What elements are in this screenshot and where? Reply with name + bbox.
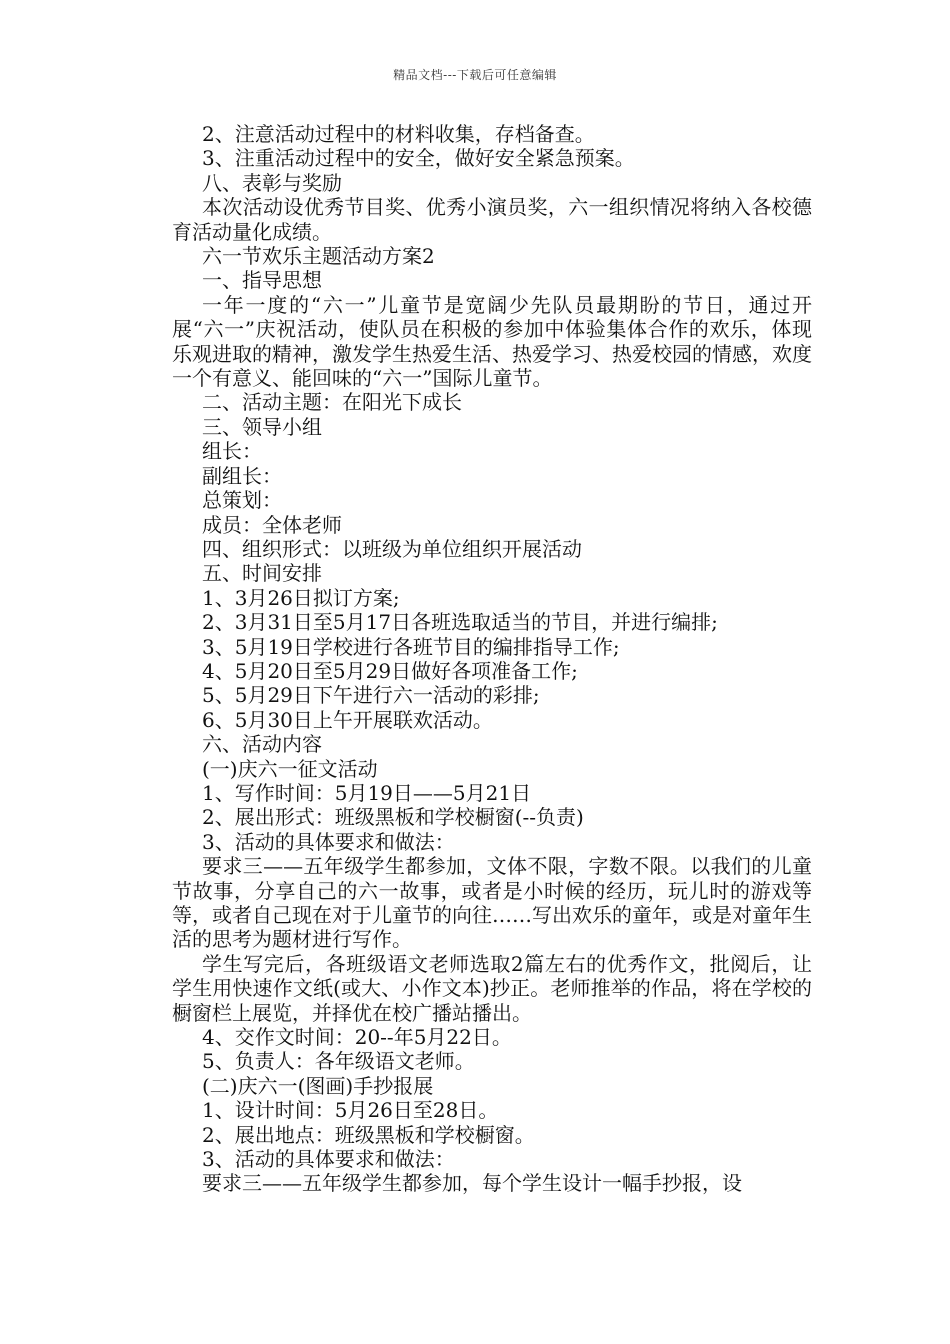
subsection-heading: (一)庆六一征文活动 xyxy=(202,756,378,781)
list-item: 组长： xyxy=(202,439,262,464)
subsection-heading: (二)庆六一(图画)手抄报展 xyxy=(202,1073,434,1098)
section-heading: 五、时间安排 xyxy=(202,561,322,586)
paragraph: 要求三——五年级学生都参加，文体不限，字数不限。以我们的儿童节故事，分享自己的六一故事，或者是小时候的经历，玩儿时的游戏等等，或者自己现在对于儿童节的向往……写出欢乐的童年，或是对童年生活的思考为题材进行写作。 xyxy=(172,854,812,952)
list-item: 副组长： xyxy=(202,463,282,488)
section-heading: 一、指导思想 xyxy=(202,268,322,293)
list-item: 5、5月29日下午进行六一活动的彩排; xyxy=(202,683,540,708)
list-item: 1、3月26日拟订方案; xyxy=(202,585,400,610)
section-heading: 八、表彰与奖励 xyxy=(202,170,342,195)
page-header: 精品文档---下载后可任意编辑 xyxy=(393,68,557,82)
list-item: 3、活动的具体要求和做法： xyxy=(202,829,455,854)
list-item: 2、展出地点：班级黑板和学校橱窗。 xyxy=(202,1122,535,1147)
list-item: 1、设计时间：5月26日至28日。 xyxy=(202,1098,499,1123)
list-item: 2、展出形式：班级黑板和学校橱窗(--负责) xyxy=(202,805,584,830)
document-title: 六一节欢乐主题活动方案2 xyxy=(202,244,435,269)
paragraph: 一年一度的“六一”儿童节是宽阔少先队员最期盼的节日，通过开展“六一”庆祝活动，使队员在积极的参加中体验集体合作的欢乐，体现乐观进取的精神，激发学生热爱生活、热爱学习、热爱校园的情感，欢度一个有意义、能回味的“六一”国际儿童节。 xyxy=(172,292,812,391)
paragraph: 学生写完后，各班级语文老师选取2篇左右的优秀作文，批阅后，让学生用快速作文纸(或大、小作文本)抄正。老师推举的作品，将在学校的橱窗栏上展览，并择优在校广播站播出。 xyxy=(172,951,812,1025)
list-item: 5、负责人：各年级语文老师。 xyxy=(202,1049,475,1074)
list-item: 3、5月19日学校进行各班节目的编排指导工作; xyxy=(202,634,620,659)
list-item: 总策划： xyxy=(202,488,282,513)
list-item: 成员：全体老师 xyxy=(202,512,342,537)
paragraph: 2、注意活动过程中的材料收集，存档备查。 xyxy=(202,122,595,146)
section-heading: 四、组织形式：以班级为单位组织开展活动 xyxy=(202,536,582,561)
list-item: 4、交作文时间：20--年5月22日。 xyxy=(202,1025,512,1050)
list-item: 4、5月20日至5月29日做好各项准备工作; xyxy=(202,658,578,683)
section-heading: 六、活动内容 xyxy=(202,732,322,757)
list-item: 6、5月30日上午开展联欢活动。 xyxy=(202,707,493,732)
section-heading: 三、领导小组 xyxy=(202,414,322,439)
paragraph: 3、注重活动过程中的安全，做好安全紧急预案。 xyxy=(202,146,635,171)
list-item: 1、写作时间：5月19日——5月21日 xyxy=(202,780,532,805)
paragraph: 本次活动设优秀节目奖、优秀小演员奖，六一组织情况将纳入各校德育活动量化成绩。 xyxy=(172,195,812,244)
list-item: 3、活动的具体要求和做法： xyxy=(202,1147,455,1172)
paragraph: 要求三——五年级学生都参加，每个学生设计一幅手抄报，设 xyxy=(202,1171,742,1196)
document-body xyxy=(172,122,812,1196)
section-heading: 二、活动主题：在阳光下成长 xyxy=(202,390,462,415)
list-item: 2、3月31日至5月17日各班选取适当的节目，并进行编排; xyxy=(202,610,718,635)
